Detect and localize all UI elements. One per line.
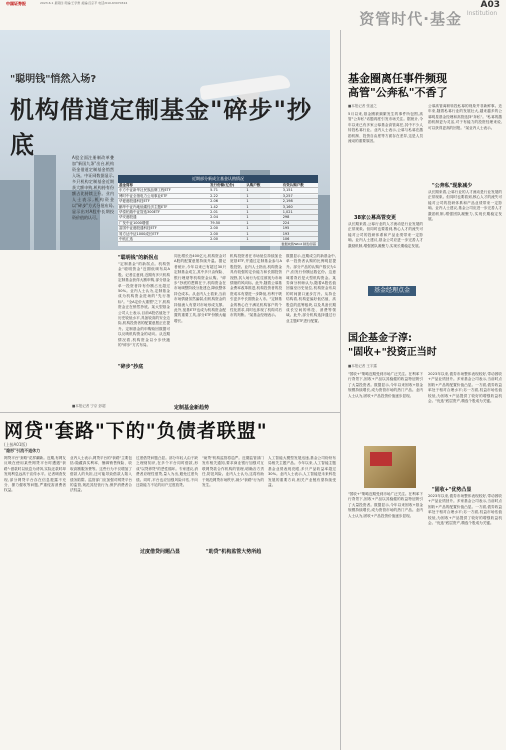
table-cell: 2.04 (210, 215, 218, 220)
section-institution: Institution (466, 10, 498, 17)
article-column-4: 数据显示,近期成立的新基金中,单一投资者认购的比例明显提升。部分产品的认购户数仅为1户,但发行份额达数亿份。这意味着背后是大型机构资金。某券商分析师认为,随着A股估值回落至历史低位,机构资金布局的时间窗口逐步打开。从持仓结构看,机构更偏好低估值、高股息的蓝筹板块,以及具备长期成长空间的科技、消费等领域。此外,部分机构选择通过行业主题ETF进行配置。 (286, 254, 336, 323)
paper-masthead: 中国证券报 (6, 1, 26, 6)
table-cell: 2.22 (210, 193, 218, 198)
table-cell: 1 (246, 215, 249, 220)
table-cell: 2.06 (210, 199, 218, 204)
table-cell: 东方中证新华社民族品牌工程ETF (119, 188, 171, 193)
building-shape (34, 155, 56, 250)
article-column-1: "定制基金"的新拐点。机构资金"聪明资金"近期低调布局A股。记者注意到,近期有多只机构定制基金获得大额申购,部分基金单一投资者持有份额占比超过50%。业内人士认为,定制基金成为机构资金进场的"先行指标"。"全A定价大重塑"之下,机构资金正在悄然抄底。某大型基金公司人士表示,目前A股估值处于历史较低水平,具备较高的安全边际,机构投资者的配置意愿正在提升。定制基金的申购赎回数据可以反映机构资金的动向。从近期情况看,机构资金以小步快跑的"碎步"方式布局。 (118, 262, 170, 348)
right-column-3: 从长期来看,公募行业的人才流动是行业发展的正常现象。但同时也要看到,核心人才的流失可能对公司的投研体系和产品业绩带来一定影响。业内人士建议,基金公司应进一步完善人才激励机制,增强团队凝聚力,实现长期稳定发展。 (348, 222, 423, 248)
table-cell: 鹏华中证内地低碳经济主题ETF (119, 204, 168, 209)
vertical-divider (340, 30, 341, 750)
table-cell: 1 (246, 236, 249, 241)
bottom-column-4: "助贷"机构监管将趋严。近期监管部门发布相关通知,要求商业银行加强对互联网贷款合作机构的管理,明确各方责任,防范风险。业内人士认为,这将有助于规范网贷市场秩序,减少"套路"行为的发生。 (202, 456, 264, 488)
table-cell: 富国中证港股通科技ETF (119, 226, 157, 231)
bottom-column-5: 人工智能大模型发展迅速,基金公司纷纷布局相关主题产品。今年以来,人工智能主题基金业绩表现亮眼,多只产品收益率超过30%。业内人士表示,人工智能是未来科技发展的重要方向,相关产业链有望持续受益。 (268, 456, 336, 488)
table-cell: 易方达中证1000成长ETF (119, 231, 159, 236)
horizontal-divider (0, 412, 340, 413)
article-column-2: 同比增长近400亿元,机构资金对A股的配置意愿持续升温。据记者统计,今年以来已有超过30只定制基金成立,其中多只由保险、银行理财等机构资金认购。"碎步"抄底的逻辑在于,机构资金在市场调整阶段分批建仓,降低整体持仓成本。从业内人士看来,当前市场情绪虽然偏弱,但机构资金的持续流入有望对市场形成支撑。此外,宽基ETF也成为机构资金配置的重要工具,部分ETF份额大幅增长。 (174, 254, 226, 323)
bottom-headline: 网贷"套路"下的"负债者联盟" (4, 420, 268, 442)
section-logo-badge: 基金经理点金 (368, 286, 416, 296)
table-cell: 1 (246, 226, 249, 231)
bottom-subhead-3: "助贷"机构监管大势所趋 (206, 549, 262, 555)
table-cell: 2,198 (282, 199, 293, 204)
table-cell: 中欧汇选 (119, 236, 133, 241)
right-column-8: "国收+"策略近期受到市场广泛关注。在利率下行背景下,固收+产品以其稳健的收益特征吸引了大量投资者。数据显示,今年以来固收+基金规模持续增长,成为资管市场的热门产品。业内人士认为,固收+产品投资价值逐步显现。 (348, 492, 423, 518)
section-title: 资管时代·基金 (359, 10, 462, 28)
bottom-column-3: 过度借贷问题凸显。部分年轻人由于缺乏理财知识,在多个平台同时借款,形成"以贷养贷"的恶性循环。专家建议,消费者应理性借贷,量入为出,避免过度负债。同时,平台也应加强风险评估,不向还款能力不足的用户过度放贷。 (136, 456, 198, 488)
table-cell: 1 (246, 188, 249, 193)
table-cell: 有效认购户数 (282, 183, 304, 187)
table-cell: 2.01 (210, 209, 218, 214)
bottom-column-2: 业内人士表示,网贷平台的"套路"主要包括:隐藏真实利率、捆绑销售保险、收取高额服务费等。这些行为不仅增加了借款人的负担,还可能导致借款人陷入债务陷阱。监管部门应加强对网贷平台的监管,规范其经营行为,保护消费者合法权益。 (70, 456, 132, 493)
table-cell: 1 (246, 193, 249, 198)
table-cell: 106 (282, 236, 290, 241)
table-cell: 2.00 (210, 231, 218, 236)
fund-table (118, 175, 318, 246)
table-cell: 1 (246, 220, 249, 225)
table-cell: 2.00 (210, 236, 218, 241)
table-cell: 1 (246, 231, 249, 236)
table-cell: 认购户数 (246, 183, 261, 187)
table-cell: 224 (282, 220, 290, 225)
table-cell: 3,151 (282, 188, 293, 193)
photo-red-element (370, 452, 392, 466)
article-column-3: 机构投资者在市场低位持续加仓宽基ETF,并通过定制基金参与A股投资。业内人士指出,机构资金具有较强的定价能力和长期投资视野,其入场行为往往被视为市场情绪的风向标。此外,随着公募基金费率改革推进,机构投资者的投资成本有望进一步降低,有利于吸引更多中长期资金入市。"定制基金的核心在于满足机构客户的个性化需求,同时也体现了机构对后市的判断。"某基金经理表示。 (230, 254, 282, 318)
table-cell: 1,021 (282, 209, 293, 214)
table-cell: 华安港股通 (119, 215, 137, 220)
right-headline-2: 国企基金子淳: "固收+"投资正当时 (348, 333, 437, 358)
table-cell: 3,257 (282, 193, 293, 198)
right-column-4: 从长期来看,公募行业的人才流动是行业发展的正常现象。但同时也要看到,核心人才的流失可能对公司的投研体系和产品业绩带来一定影响。业内人士建议,基金公司应进一步完善人才激励机制,增强团队凝聚力,实现长期稳定发展。 (428, 190, 502, 222)
bottom-subhead-2: 过度借贷问题凸显 (140, 549, 181, 555)
subhead-2: "碎步"抄底 (118, 364, 144, 370)
table-cell: 博时中证全指电力公用事业ETF (119, 193, 168, 198)
table-cell: 1 (246, 204, 249, 209)
table-title: 近期部分新成立基金认购情况 (118, 175, 318, 183)
right-column-2: 公募高管离职转投私募的现象并非新鲜事。近年来,随着私募行业的发展壮大,越来越多的公募明星基金经理和高管选择"奔私"。"私募的激励机制更为灵活,对于有能力的投资经理来说,可以获得更高的回报。"某业内人士表示。 (428, 104, 502, 130)
hero-kicker: "聪明钱"悄然入场? (10, 74, 97, 85)
table-source: 数据来源/Wind 制表/彭超 (281, 242, 316, 247)
bottom-column-1: 网贷平台"套路"花样翻新。近期,有网友反映在使用某些网贷平台时遭遇"套路":借款时以低息为诱饵,实际还款时却发现利息远高于宣传水平。记者调查发现,部分网贷平台存在信息披露不充分、暴力催收等问题,严重侵害消费者权益。 (4, 456, 66, 493)
section-header (300, 0, 500, 28)
table-cell: 3,160 (282, 204, 293, 209)
table-cell: 广发中证1000增强 (119, 220, 149, 225)
right-byline-1: ■本报记者 张凌之 (348, 104, 377, 108)
right-headline-1: 基金圈离任事件频现 高管"公奔私"不香了 (348, 72, 448, 99)
table-cell: 1 (246, 199, 249, 204)
right-subhead-2: "公奔私"现象减少 (432, 183, 473, 189)
table-cell: 华泰柏瑞中证智选300ETF (119, 209, 161, 214)
right-subhead-3: "固收+"优势凸显 (432, 487, 472, 493)
table-cell: 79.50 (210, 220, 221, 225)
table-cell: 1 (246, 209, 249, 214)
table-cell: 发行份额(亿份) (210, 183, 235, 187)
table-cell: 基金简称 (119, 183, 133, 187)
bottom-subhead: "隐形"引流不退休力 (4, 448, 41, 453)
table-cell: 华夏港股通科技ETF (119, 199, 150, 204)
hero-headline: 机构借道定制基金"碎步"抄底 (10, 96, 313, 159)
table-cell: 1.42 (210, 204, 218, 209)
subhead-3: 定制基金新趋势 (174, 405, 210, 411)
table-body (118, 183, 318, 242)
byline: ■本报记者 宁京 彭超 (72, 404, 106, 408)
building-shape (0, 180, 30, 250)
issue-meta: 2023.6.1 星期四 责编/王学勇 美编/吕宗平 电话/010-63070324 (40, 1, 128, 5)
right-column-1: 5月以来,基金圈被频繁发生的事件所包围,高管"公奔私"话题再度引发市场关注。据统计,今年以来已有多家公募基金高管离任,其中不少人转投私募行业。业内人士表示,公募与私募在激励机制、投资自由度等方面存在差异,这是人员流动的重要原因。 (348, 112, 423, 144)
table-cell: 2.00 (210, 226, 218, 231)
lead-paragraph: A股全面注册制改革叠加"新国九条"出台,机构资金借道定制基金悄然入场。中证网数据显示,多只机构定制基金近期获大额申购,机构持有份额占比持续上升。业内人士表示,机构资金以"碎步"方式分批布局,显示出对A股中长期投资价值的认可。 (72, 155, 114, 220)
subhead-1: "聪明钱"的新拐点 (118, 255, 159, 261)
right-column-6: 2023年以来,债券市场整体表现较好,带动固收+产品业绩回升。多家基金公司表示,当前时点固收+产品的配置价值凸显。一方面,债券收益率处于相对合理水平;另一方面,权益市场估值较低,为固收+产品提供了较好的增强收益机会。"优选"底层资产,精选个股成为关键。 (428, 372, 502, 404)
table-cell: 193 (282, 231, 290, 236)
bottom-continuation: (上接A01版) (4, 442, 27, 447)
table-cell: 298 (282, 215, 290, 220)
hero-image (0, 30, 330, 250)
right-subhead-1: 38家公募高管变更 (354, 215, 396, 221)
right-byline-2: ■本报记者 王宇露 (348, 364, 377, 368)
page-number: A03 (480, 0, 500, 10)
table-cell: 5.71 (210, 188, 218, 193)
right-column-7: 2023年以来,债券市场整体表现较好,带动固收+产品业绩回升。多家基金公司表示,当前时点固收+产品的配置价值凸显。一方面,债券收益率处于相对合理水平;另一方面,权益市场估值较低,为固收+产品提供了较好的增强收益机会。"优选"底层资产,精选个股成为关键。 (428, 494, 502, 526)
table-cell: 195 (282, 226, 290, 231)
right-column-5: "国收+"策略近期受到市场广泛关注。在利率下行背景下,固收+产品以其稳健的收益特征吸引了大量投资者。数据显示,今年以来固收+基金规模持续增长,成为资管市场的热门产品。业内人士认为,固收+产品投资价值逐步显现。 (348, 372, 423, 398)
